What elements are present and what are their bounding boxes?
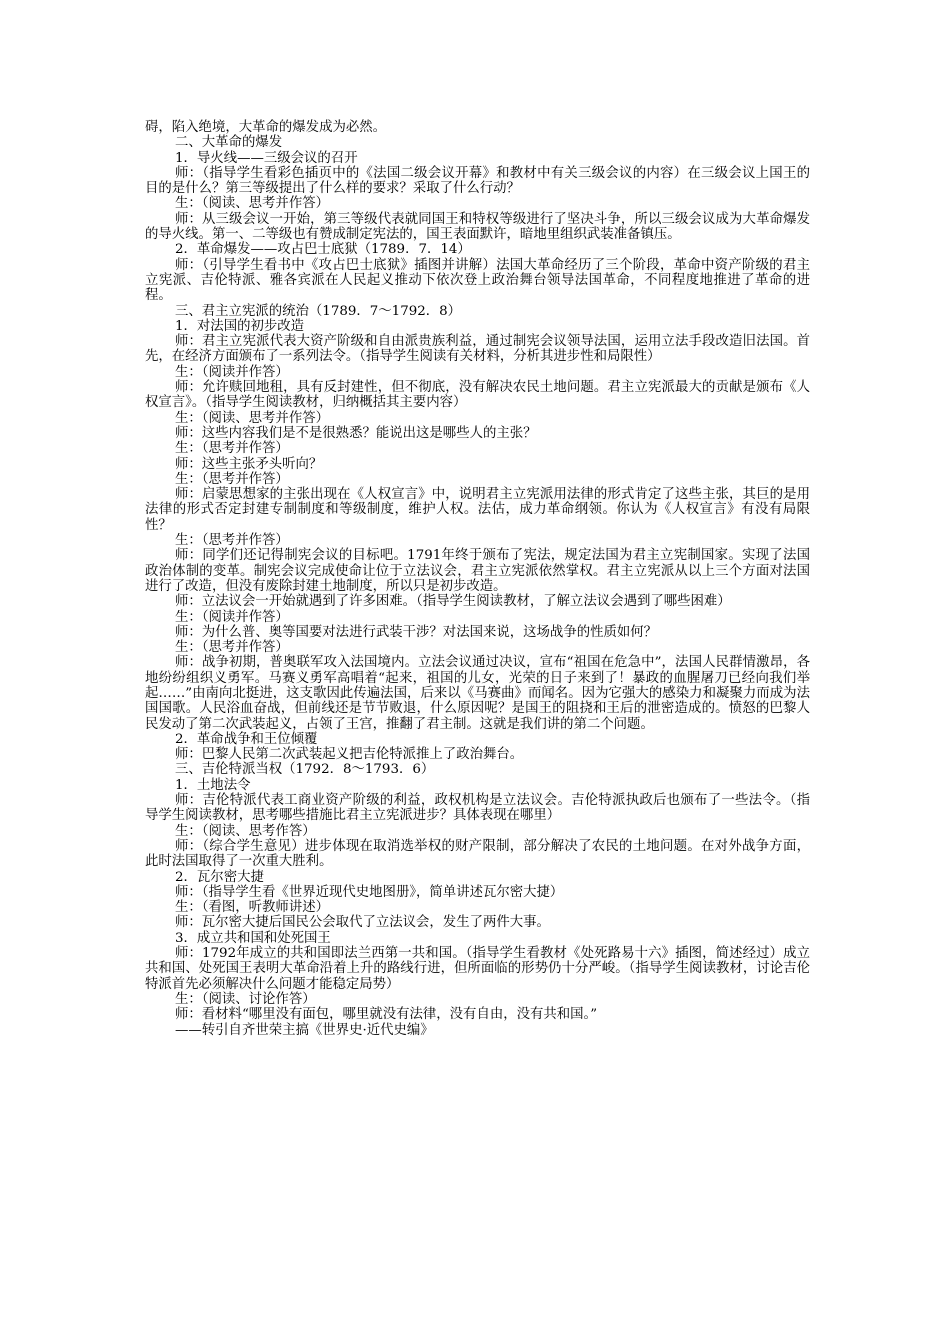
paragraph: 1．导火线——三级会议的召开	[175, 150, 358, 166]
paragraph: 师：吉伦特派代表工商业资产阶级的利益，政权机构是立法议会。吉伦特派执政后也颁布了一些法令。（指导学生阅读教材，思考哪些措施比君主立宪派进步？具体表现在哪里）	[145, 793, 810, 824]
document-page	[145, 120, 810, 1038]
paragraph: 生：（阅读并作答）	[175, 364, 289, 380]
paragraph: 生：（思考并作答）	[175, 441, 289, 457]
paragraph: 生：（看图，听教师讲述）	[175, 900, 329, 916]
paragraph: 师：为什么普、奥等国要对法进行武装干涉？对法国来说，这场战争的性质如何？	[175, 624, 658, 640]
paragraph: 师：1792年成立的共和国即法兰西第一共和国。（指导学生看教材《处死路易十六》插图，简述经过）成立共和国、处死国王表明大革命沿着上升的路线行进，但所面临的形势仍十分严峻。（指导学生阅读教材，讨论吉伦特派首先必须解决什么问题才能稳定局势）	[145, 946, 810, 992]
paragraph: 1．土地法令	[175, 777, 251, 793]
paragraph: 师：这些主张矛头听向？	[175, 456, 323, 472]
paragraph: ——转引自齐世荣主搞《世界史·近代史编》	[175, 1022, 434, 1038]
paragraph: 生：（思考并作答）	[175, 533, 289, 549]
paragraph: 师：从三级会议一开始，第三等级代表就同国王和特权等级进行了坚决斗争，所以三级会议成为大革命爆发的导火线。第一、二等级也有赞成制定宪法的，国王表面默许，暗地里组织武装准备镇压。	[145, 211, 810, 243]
paragraph: 碍，陷入绝境，大革命的爆发成为必然。	[145, 120, 387, 135]
paragraph: 师：（指导学生看彩色插页中的《法国二级会议开幕》和教材中有关三级会议的内容）在三级会议上国王的目的是什么？第三等级提出了什么样的要求？采取了什么行动？	[145, 165, 810, 197]
paragraph: 生：（阅读并作答）	[175, 609, 289, 625]
paragraph: 师：巴黎人民第二次武装起义把吉伦特派推上了政治舞台。	[175, 747, 524, 763]
paragraph: 师：启蒙思想家的主张出现在《人权宣言》中，说明君主立宪派用法律的形式肯定了这些主张，其巨的是用法律的形式否定封建专制制度和等级制度，维护人权。法估，成力革命纲领。你认为《人权宣言》有没有局限性？	[145, 487, 810, 533]
paragraph: 生：（思考并作答）	[175, 640, 289, 656]
paragraph: 师：瓦尔密大捷后国民公会取代了立法议会，发生了两件大事。	[175, 915, 550, 931]
paragraph: 生：（阅读、讨论作答）	[175, 991, 316, 1007]
paragraph: 生：（阅读、思考作答）	[175, 823, 316, 839]
paragraph: 师：（综合学生意见）进步体现在取消选举权的财产限制，部分解决了农民的土地问题。在对外战争方面，此时法国取得了一次重大胜利。	[145, 838, 810, 870]
paragraph: 三、吉伦特派当权（1792．8～1793．6）	[175, 762, 435, 778]
paragraph: 师：立法议会一开始就遇到了许多困难。（指导学生阅读教材，了解立法议会遇到了哪些困难）	[175, 594, 731, 610]
paragraph: 生：（阅读、思考并作答）	[175, 410, 329, 426]
paragraph: 师：（引导学生看书中《攻占巴士底狱》插图并讲解）法国大革命经历了三个阶段，革命中资产阶级的君主立宪派、吉伦特派、雅各宾派在人民起义推动下依次登上政治舞台领导法国革命，不同程度地推进了革命的进程。	[145, 257, 810, 304]
paragraph: 师：这些内容我们是不是很熟悉？能说出这是哪些人的主张？	[175, 425, 537, 441]
paragraph: 师：战争初期，普奥联军攻入法国境内。立法会议通过决议，宣布“祖国在危急中”，法国人民群情激昂，各地纷纷组织义勇军。马赛义勇军高唱着“起来，祖国的儿女，光荣的日子来到了！暴政的血腥屠刀已经向我们举起……”由南向北挺进，这支歌因此传遍法国，后来以《马赛曲》而闻名。因为它强大的感染力和凝聚力而成为法国国歌。人民浴血奋战，但前线还是节节败退，什么原因呢？是国王的阻挠和王后的泄密造成的。愤怒的巴黎人民发动了第二次武装起义，占领了王宫，推翻了君主制。这就是我们讲的第二个问题。	[145, 655, 810, 732]
paragraph: 二、大革命的爆发	[175, 135, 283, 151]
paragraph: 2．瓦尔密大捷	[175, 869, 264, 885]
paragraph: 2．革命战争和王位倾覆	[175, 731, 318, 747]
paragraph: 师：君主立宪派代表大资产阶级和自由派贵族利益，通过制宪会议领导法国，运用立法手段改造旧法国。首先，在经济方面颁布了一系列法令。（指导学生阅读有关材料，分析其进步性和局限性）	[145, 334, 810, 365]
paragraph: 2．革命爆发——攻占巴士底狱（1789．7．14）	[175, 242, 471, 258]
paragraph: 生：（阅读、思考并作答）	[175, 196, 329, 212]
paragraph: 师：看材料“哪里没有面包，哪里就没有法律，没有自由，没有共和国。”	[175, 1007, 598, 1023]
paragraph: 师：同学们还记得制宪会议的目标吧。1791年终于颁布了宪法，规定法国为君主立宪制国家。实现了法国政治体制的变革。制宪会议完成使命让位于立法议会，君主立宪派依然掌权。君主立宪派从以上三个方面对法国进行了改造，但没有废除封建土地制度，所以只是初步改造。	[145, 548, 810, 594]
paragraph: 三、君主立宪派的统治（1789．7～1792．8）	[175, 303, 462, 319]
paragraph: 师：（指导学生看《世界近现代史地图册》，简单讲述瓦尔密大捷）	[175, 884, 564, 900]
paragraph: 生：（思考并作答）	[175, 471, 289, 487]
paragraph: 师：允许赎回地租，具有反封建性，但不彻底，没有解决农民土地问题。君主立宪派最大的贡献是颁布《人权宣言》。（指导学生阅读教材，归纳概括其主要内容）	[145, 380, 810, 411]
paragraph: 1．对法国的初步改造	[175, 318, 305, 334]
paragraph: 3．成立共和国和处死国王	[175, 930, 331, 946]
